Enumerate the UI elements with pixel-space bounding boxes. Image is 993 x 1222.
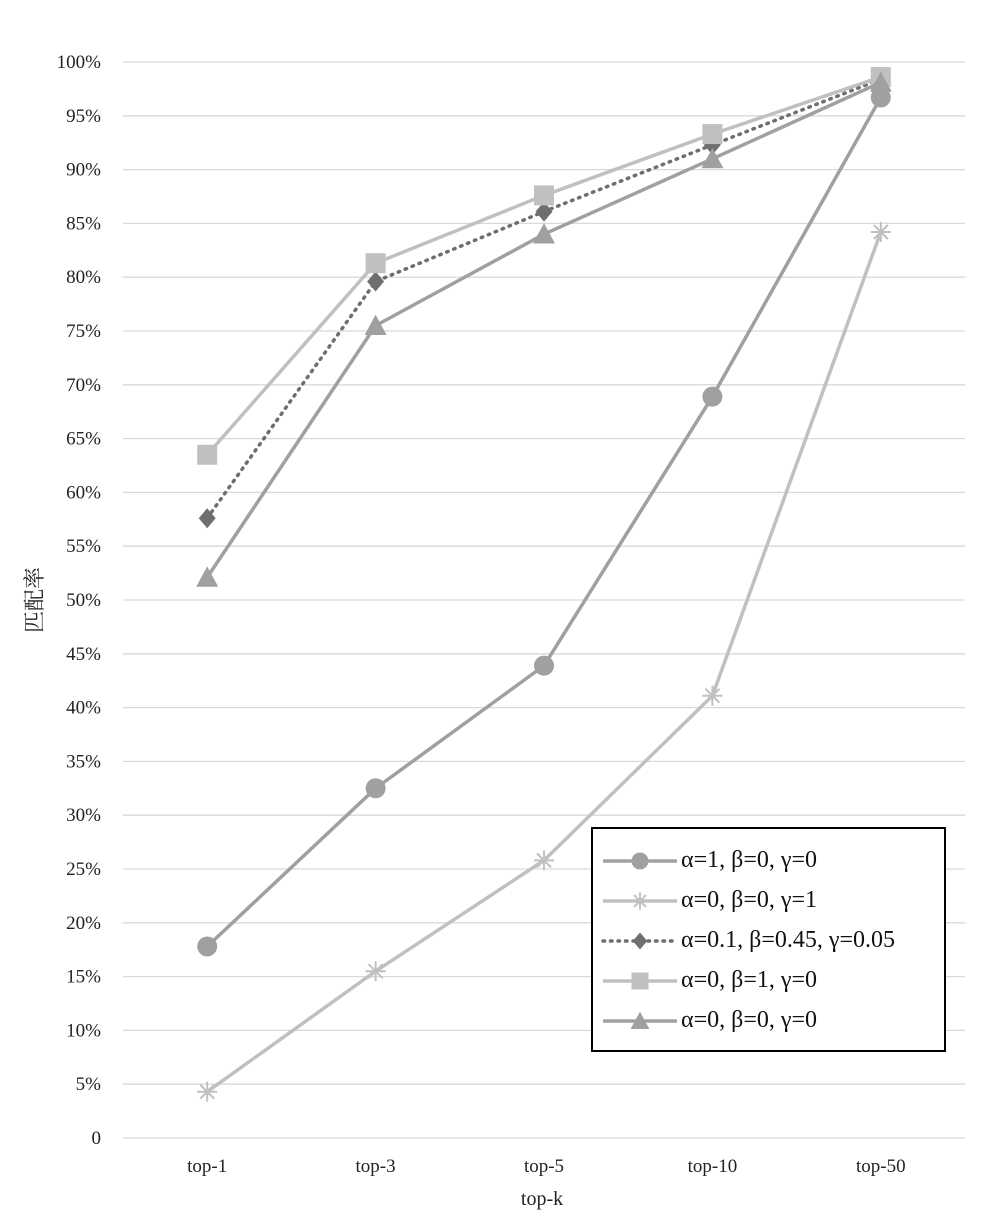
legend-swatch xyxy=(601,881,679,921)
legend-swatch xyxy=(601,841,679,881)
y-tick-label: 100% xyxy=(56,52,101,73)
y-tick-label: 60% xyxy=(66,482,101,504)
data-point xyxy=(366,778,386,798)
y-tick-label: 25% xyxy=(66,859,101,880)
data-point xyxy=(702,124,722,144)
data-point xyxy=(633,933,647,950)
series-line xyxy=(207,79,881,518)
x-tick-label: top-1 xyxy=(187,1156,228,1177)
data-point xyxy=(632,853,649,870)
data-point xyxy=(365,315,387,335)
legend-entry xyxy=(593,961,944,1001)
y-tick-label: 15% xyxy=(66,966,101,988)
y-tick-label: 90% xyxy=(66,159,101,181)
data-point xyxy=(533,223,555,243)
y-tick-label: 10% xyxy=(66,1020,101,1042)
y-tick-label: 30% xyxy=(66,805,101,827)
series-5 xyxy=(196,71,892,586)
y-tick-label: 85% xyxy=(66,213,101,235)
legend-label: α=0, β=0, γ=0 xyxy=(681,1007,817,1033)
y-axis-tick-labels xyxy=(57,52,102,1149)
legend-entry xyxy=(593,841,944,881)
series-3 xyxy=(199,69,890,528)
data-point xyxy=(366,253,386,273)
legend-label: α=0, β=0, γ=1 xyxy=(681,887,817,913)
data-point xyxy=(197,445,217,465)
y-tick-label: 5% xyxy=(75,1074,101,1096)
x-axis-title-text: top-k xyxy=(520,1188,564,1210)
data-point xyxy=(534,656,554,676)
data-point xyxy=(702,387,722,407)
legend xyxy=(591,827,946,1052)
data-point xyxy=(871,222,891,242)
data-point xyxy=(196,566,218,586)
data-point xyxy=(197,936,217,956)
y-tick-label: 75% xyxy=(66,321,101,342)
y-tick-label: 65% xyxy=(66,428,101,450)
y-axis-title xyxy=(22,567,47,633)
y-tick-label: 70% xyxy=(66,374,101,396)
legend-entry xyxy=(593,921,944,961)
y-tick-label: 20% xyxy=(66,912,101,934)
data-point xyxy=(367,272,384,292)
y-tick-label: 35% xyxy=(66,751,101,773)
y-tick-label: 45% xyxy=(66,643,101,665)
x-axis-title xyxy=(521,1188,563,1210)
legend-label: α=0, β=1, γ=0 xyxy=(681,967,817,993)
x-tick-label: top-10 xyxy=(687,1156,738,1177)
series-line xyxy=(207,77,881,455)
data-point xyxy=(632,973,649,990)
legend-swatch xyxy=(601,961,679,1001)
y-axis-title-text: 匹配率 xyxy=(22,566,47,634)
y-tick-label: 40% xyxy=(66,697,101,719)
legend-label: α=1, β=0, γ=0 xyxy=(681,847,817,873)
x-tick-label: top-3 xyxy=(355,1156,396,1177)
legend-swatch xyxy=(601,1001,679,1041)
y-tick-label: 0 xyxy=(91,1128,101,1149)
data-point xyxy=(702,686,722,706)
data-point xyxy=(632,893,649,910)
data-point xyxy=(366,961,386,981)
data-point xyxy=(534,185,554,205)
y-tick-label: 80% xyxy=(66,267,101,289)
legend-entry xyxy=(593,881,944,921)
series-line xyxy=(207,82,881,577)
legend-swatch xyxy=(601,921,679,961)
legend-label: α=0.1, β=0.45, γ=0.05 xyxy=(681,927,895,953)
data-point xyxy=(197,1082,217,1102)
legend-entry xyxy=(593,1001,944,1041)
data-point xyxy=(701,148,723,168)
x-tick-label: top-50 xyxy=(855,1156,906,1177)
data-point xyxy=(534,850,554,870)
y-tick-label: 55% xyxy=(66,536,101,558)
y-tick-label: 50% xyxy=(66,590,101,611)
x-tick-label: top-5 xyxy=(523,1156,565,1177)
y-tick-label: 95% xyxy=(66,105,101,127)
x-axis-tick-labels xyxy=(187,1156,905,1177)
